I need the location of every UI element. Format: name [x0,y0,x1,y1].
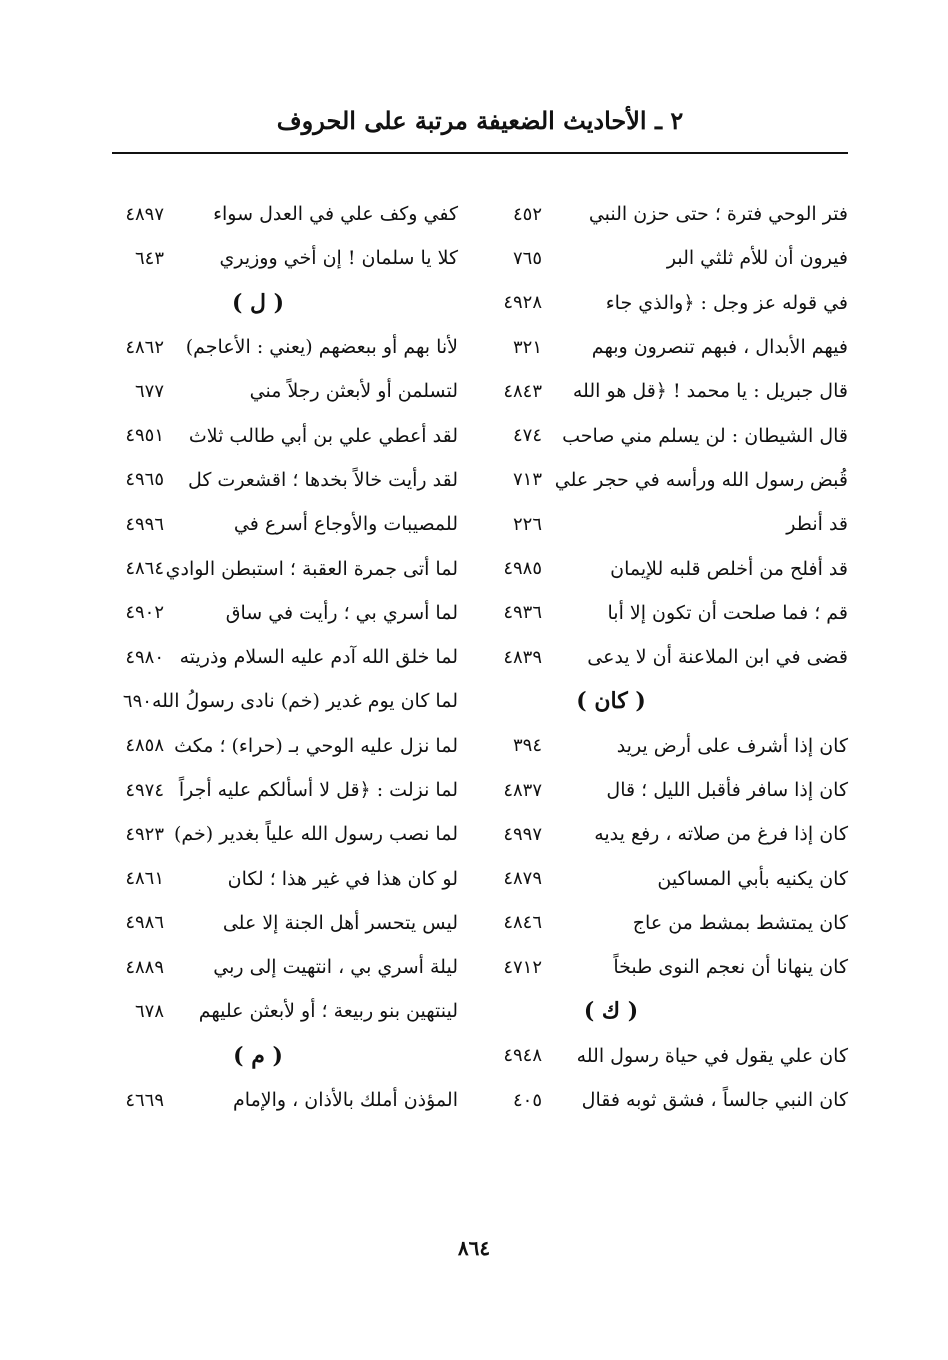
entry-text: في قوله عز وجل : ﴿والذي جاء [605,291,848,314]
index-entry [108,768,458,812]
index-entry [108,1078,458,1122]
index-entry [484,546,848,590]
entry-text: قضى في ابن الملاعنة أن لا يدعى [587,646,848,669]
entry-text: كان علي يقول في حياة رسول الله [576,1044,848,1067]
header-rule [112,152,848,154]
entry-number: ٤٨٣٧ [503,779,542,801]
entry-number: ٤٨٥٨ [125,735,164,757]
entry-text: للمصيبات والأوجاع أسرع في [233,513,458,536]
section-heading-label: ( م ) [233,1042,283,1069]
entry-number: ٤٧١٢ [503,956,542,978]
entry-text: كان إذا أشرف على أرض يريد [616,734,848,757]
entry-text: قد أنطر [786,513,848,536]
entry-text: لما كان يوم غدير (خم) نادى رسولُ الله [151,690,458,713]
entry-text: لينتهين بنو ربيعة ؛ أو لأبعثن عليهم [198,1000,458,1023]
entry-number: ٤٩٢٨ [503,292,542,314]
entry-text: كان إذا فرغ من صلاته ، رفع يديه [594,823,848,846]
section-heading [108,281,458,325]
entry-text: المؤذن أملك بالأذان ، والإمام [233,1089,458,1112]
index-entry [108,901,458,945]
index-entry [108,812,458,856]
entry-number: ٧٦٥ [512,247,542,269]
entry-text: قال الشيطان : لن يسلم مني صاحب [562,424,848,447]
entry-text: لما نزل عليه الوحي بـ (حراء) ؛ مكث [174,734,458,757]
index-entry [108,546,458,590]
entry-number: ٤٩٧٤ [125,779,164,801]
entry-text: ليلة أسري بي ، انتهيت إلى ربي [213,956,458,979]
entry-number: ٤٩٦٥ [125,469,164,491]
entry-text: لما أتى جمرة العقبة ؛ استبطن الوادي [165,557,458,580]
entry-number: ٦٧٧ [134,380,164,402]
entry-text: لقد أعطي علي بن أبي طالب ثلاث [188,424,458,447]
entry-text: لما خلق الله آدم عليه السلام وذريته [179,646,458,669]
entry-number: ٤٩٤٨ [503,1045,542,1067]
entry-number: ٤٩٩٧ [503,823,542,845]
index-entry [484,325,848,369]
index-column-right [484,192,848,1122]
index-entry [484,901,848,945]
index-entry [484,591,848,635]
entry-number: ٤٠٥ [512,1089,542,1111]
index-entry [484,281,848,325]
index-entry [108,856,458,900]
entry-number: ٦٩٠ [122,690,152,712]
section-heading [484,989,848,1033]
entry-number: ٤٨٦٢ [125,336,164,358]
index-entry [108,413,458,457]
entry-text: لما أسري بي ؛ رأيت في ساق [225,601,458,624]
index-entry [108,945,458,989]
entry-number: ٧١٣ [512,469,542,491]
index-entry [108,591,458,635]
entry-text: قم ؛ فما صلحت أن تكون إلا أبا [607,601,848,624]
entry-text: فتر الوحي فترة ؛ حتى حزن النبي [588,203,848,226]
index-entry [484,1078,848,1122]
entry-number: ٤٩٥١ [125,425,164,447]
entry-text: قد أفلح من أخلص قلبه للإيمان [610,557,848,580]
entry-text: فيرون أن للأم ثلثي البر [666,247,848,270]
entry-number: ٤٩٨٦ [125,912,164,934]
index-entry [108,192,458,236]
section-heading-label: ( ل ) [231,289,285,316]
index-entry [484,236,848,280]
entry-number: ٤٨٦٤ [125,558,164,580]
entry-number: ٤٩٨٠ [125,646,164,668]
entry-number: ٤٨٩٧ [125,203,164,225]
entry-number: ٤٩٩٦ [125,513,164,535]
entry-text: قُبض رسول الله ورأسه في حجر علي [554,468,848,491]
index-entry [484,502,848,546]
section-heading [484,679,848,723]
index-entry [484,369,848,413]
entry-number: ٤٩٣٦ [503,602,542,624]
entry-number: ٣٩٤ [512,735,542,757]
index-entry [484,1034,848,1078]
index-entry [484,856,848,900]
entry-number: ٤٨٨٩ [125,956,164,978]
entry-text: لأنا بهم أو ببعضهم (يعني : الأعاجم) [185,336,458,359]
entry-number: ٦٧٨ [134,1000,164,1022]
entry-text: فيهم الأبدال ، فبهم تنصرون وبهم [591,336,848,359]
entry-number: ٦٤٣ [134,247,164,269]
entry-number: ٤٩٠٢ [125,602,164,624]
index-entry [484,724,848,768]
entry-text: ليس يتحسر أهل الجنة إلا على [222,911,458,934]
entry-number: ٤٨٦١ [125,868,164,890]
entry-text: كان ينهانا أن نعجم النوى طبخاً [613,956,848,979]
index-entry [108,325,458,369]
index-entry [484,812,848,856]
entry-number: ٣٢١ [512,336,542,358]
index-entry [108,369,458,413]
entry-text: كان يمتشط بمشط من عاج [632,911,848,934]
index-entry [108,724,458,768]
entry-text: كان يكنيه بأبي المساكين [657,867,848,890]
section-heading-label: ( ك ) [583,998,639,1025]
entry-text: لتسلمن أو لأبعثن رجلاً مني [249,380,458,403]
index-entry [484,945,848,989]
entry-text: لما نصب رسول الله علياً بغدير (خم) [173,823,458,846]
entry-text: لما نزلت : ﴿قل لا أسألكم عليه أجراً [178,779,458,801]
entry-number: ٤٨٤٣ [503,380,542,402]
index-entry [484,768,848,812]
entry-number: ٤٧٤ [512,425,542,447]
page-header-title: ٢ ـ الأحاديث الضعيفة مرتبة على الحروف [276,106,684,135]
entry-number: ٤٥٢ [512,203,542,225]
entry-text: قال جبريل : يا محمد ! ﴿قل هو الله [572,380,848,403]
entry-number: ٤٩٨٥ [503,558,542,580]
index-entry [484,413,848,457]
entry-text: لقد رأيت خالاً بخدها ؛ اقشعرت كل [187,468,458,491]
index-entry [108,458,458,502]
index-entry [484,635,848,679]
section-heading [108,1034,458,1078]
entry-text: كان النبي جالساً ، فشق ثوبه فقال [581,1089,848,1112]
index-entry [108,989,458,1033]
index-entry [108,236,458,280]
section-heading-label: ( كان ) [576,688,646,715]
index-entry [108,502,458,546]
entry-text: كان إذا سافر فأقبل الليل ؛ قال [606,779,848,801]
entry-number: ٤٦٦٩ [125,1089,164,1111]
entry-text: كلا يا سلمان ! إن أخي ووزيري [219,247,458,270]
entry-number: ٤٩٢٣ [125,823,164,845]
index-entry [484,192,848,236]
entry-number: ٢٢٦ [512,513,542,535]
index-entry [108,679,458,723]
index-entry [108,635,458,679]
entry-number: ٤٨٤٦ [503,912,542,934]
entry-number: ٤٨٣٩ [503,646,542,668]
entry-text: لو كان هذا في غير هذا ؛ لكان [227,867,458,890]
entry-text: كفي وكف علي في العدل سواء [213,203,458,226]
page-number: ٨٦٤ [457,1236,491,1260]
index-column-left [108,192,458,1122]
entry-number: ٤٨٧٩ [503,868,542,890]
index-entry [484,458,848,502]
